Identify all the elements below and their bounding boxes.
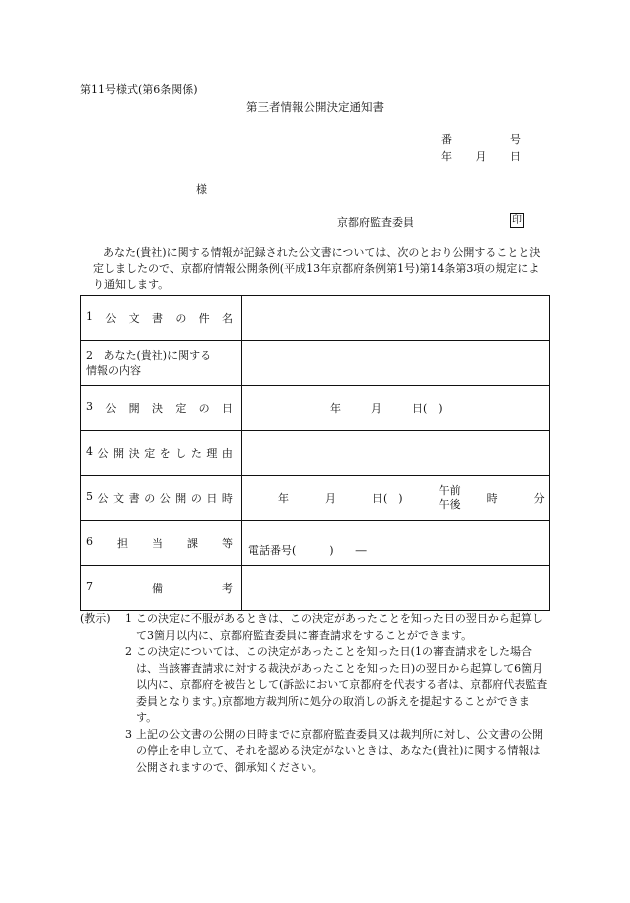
- label-char: 書: [151, 312, 163, 325]
- number-suffix: 号: [510, 133, 521, 146]
- hour-label: 時: [486, 492, 498, 505]
- instruction-item: [80, 611, 550, 644]
- document-subject-field[interactable]: [242, 296, 550, 341]
- row-label: [81, 566, 242, 611]
- remarks-field[interactable]: [242, 566, 550, 611]
- month-label: 月: [371, 402, 382, 415]
- table-row: [81, 566, 550, 611]
- addressee-suffix: 様: [196, 183, 207, 196]
- row-number: 5: [86, 490, 93, 503]
- table-row: [81, 296, 550, 341]
- document-number-line: [441, 131, 521, 147]
- am-pm-choice[interactable]: [439, 484, 461, 512]
- table-row: [81, 386, 550, 431]
- instruction-number: 1: [125, 612, 132, 625]
- day-label: 日( ): [372, 492, 403, 505]
- instruction-text: 上記の公文書の公開の日時までに京都府監査委員又は裁判所に対し、公文書の公開の停止を申し立て、それを認める決定がないときは、あなた(貴社)に関する情報は公開されますので、御承知ください。: [136, 727, 543, 774]
- day-label: 日: [510, 150, 521, 163]
- label-line: 情報の内容: [86, 364, 141, 377]
- label-char: を: [159, 447, 171, 460]
- label-char: 開: [113, 447, 125, 460]
- label-char: 件: [198, 312, 210, 325]
- instructions-section: [80, 611, 550, 776]
- month-label: 月: [325, 492, 336, 505]
- month-label: 月: [475, 150, 487, 163]
- label-char: 名: [221, 312, 233, 325]
- notice-table: [80, 295, 550, 611]
- instruction-item: [80, 644, 550, 727]
- label-char: 文: [113, 492, 125, 505]
- instruction-number: 3: [125, 727, 132, 741]
- decision-reason-field[interactable]: [242, 431, 550, 476]
- intro-paragraph: あなた(貴社)に関する情報が記録された公文書については、次のとおり公開することと決定しましたので、京都府情報公開条例(平成13年京都府条例第1号)第14条第3項の規定により通知します。: [93, 246, 541, 291]
- label-char: 由: [221, 447, 233, 460]
- label-char: 時: [221, 492, 233, 505]
- day-label: 日( ): [412, 402, 443, 415]
- label-char: の: [144, 492, 156, 505]
- row-label: [81, 296, 242, 341]
- label-char: 書: [128, 492, 140, 505]
- label-char: 決: [151, 402, 163, 415]
- label-char: 日: [221, 402, 233, 415]
- form-number: 第11号様式(第6条関係): [80, 83, 198, 96]
- label-char: 開: [128, 402, 140, 415]
- label-char: 開: [175, 492, 187, 505]
- label-char: し: [175, 447, 187, 460]
- row-number: 2: [86, 349, 93, 362]
- number-label: 番: [441, 133, 452, 146]
- decision-date-field[interactable]: [242, 386, 550, 431]
- instruction-text: この決定に不服があるときは、この決定があったことを知った日の翌日から起算して3箇月以内に、京都府監査委員に審査請求をすることができます。: [136, 612, 543, 642]
- label-char: 定: [175, 402, 187, 415]
- label-char: 文: [128, 312, 140, 325]
- label-char: 理: [206, 447, 218, 460]
- instruction-number: 2: [125, 645, 132, 658]
- row-number: 1: [86, 310, 93, 323]
- label-char: 決: [128, 447, 140, 460]
- table-row: [81, 476, 550, 521]
- label-char: の: [175, 312, 187, 325]
- year-label: 年: [330, 402, 341, 415]
- instruction-item: [80, 727, 550, 777]
- label-char: 定: [144, 447, 156, 460]
- row-label: [81, 476, 242, 521]
- label-char: 公: [159, 492, 171, 505]
- row-number: 7: [86, 580, 93, 593]
- label-char: 公: [105, 312, 117, 325]
- row-label: [81, 386, 242, 431]
- disclosure-datetime-field[interactable]: [242, 476, 550, 521]
- label-char: 等: [222, 537, 233, 550]
- label-char: 備: [152, 582, 163, 595]
- label-char: た: [190, 447, 202, 460]
- pm-label: 午後: [438, 498, 461, 511]
- label-char: 公: [105, 402, 117, 415]
- table-row: [81, 341, 550, 386]
- label-char: の: [190, 492, 202, 505]
- row-number: 4: [86, 445, 93, 458]
- table-row: [81, 521, 550, 566]
- label-char: 課: [187, 537, 198, 550]
- department-field[interactable]: [242, 521, 550, 566]
- issuer-name: 京都府監査委員: [337, 216, 414, 229]
- label-char: 担: [117, 537, 128, 550]
- label-char: 公: [97, 492, 109, 505]
- minute-label: 分: [533, 492, 545, 505]
- label-char: 公: [97, 447, 109, 460]
- document-title: 第三者情報公開決定通知書: [246, 100, 384, 114]
- instruction-text: この決定については、この決定があったことを知った日(1の審査請求をした場合は、当該審査請求に対する裁決があったことを知った日)の翌日から起算して6箇月以内に、京都府を被告として(訴訟において京都府を代表する者は、京都府代表監査委員となります。)京都地方裁判所に処分の取消しの訴えを提起することができます。: [136, 645, 548, 724]
- seal-mark: 印: [512, 215, 522, 226]
- label-char: 当: [152, 537, 163, 550]
- row-label: [81, 431, 242, 476]
- instructions-prefix: (教示): [80, 612, 111, 625]
- label-char: の: [198, 402, 210, 415]
- label-char: 考: [222, 582, 233, 595]
- row-number: 6: [86, 535, 93, 548]
- document-date-line: [441, 148, 521, 164]
- am-label: 午前: [438, 484, 461, 497]
- year-label: 年: [278, 492, 289, 505]
- table-row: [81, 431, 550, 476]
- label-char: 日: [206, 492, 218, 505]
- label-line: あなた(貴社)に関する: [103, 349, 212, 362]
- information-content-field[interactable]: [242, 341, 550, 386]
- phone-number-label: 電話番号( ) ―: [248, 544, 367, 557]
- row-label: [81, 521, 242, 566]
- row-label: [81, 341, 242, 386]
- row-number: 3: [86, 400, 93, 413]
- year-label: 年: [441, 150, 452, 163]
